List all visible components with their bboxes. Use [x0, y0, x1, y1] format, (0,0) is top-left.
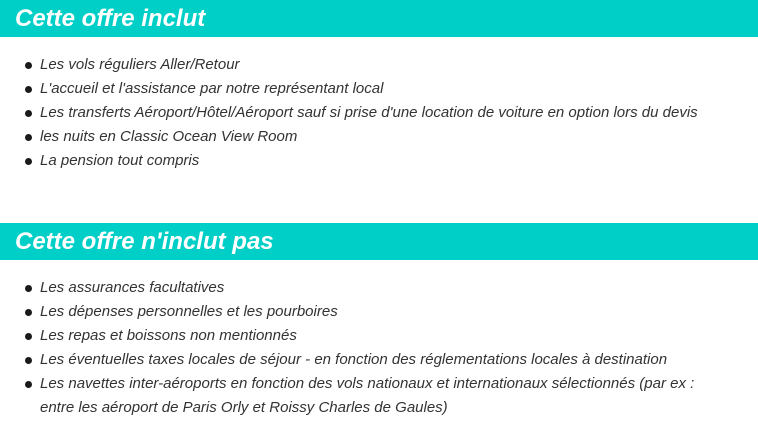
list-item: [0, 53, 758, 77]
list-item: [0, 149, 758, 173]
list-item-text: Les repas et boissons non mentionnés: [40, 327, 297, 344]
bullet-icon: [25, 134, 32, 141]
list-item: [0, 125, 758, 149]
list-item: [0, 372, 758, 420]
list-item-text: La pension tout compris: [40, 152, 200, 169]
list-item: [0, 348, 758, 372]
section-title-excluded: Cette offre n'inclut pas: [15, 228, 274, 255]
list-item-text: Les dépenses personnelles et les pourboires: [40, 303, 338, 320]
included-list: [0, 53, 758, 173]
bullet-icon: [25, 62, 32, 69]
list-item: [0, 101, 758, 125]
bullet-icon: [25, 333, 32, 340]
bullet-icon: [25, 357, 32, 364]
list-item: [0, 276, 758, 300]
bullet-icon: [25, 110, 32, 117]
section-header-included: [0, 0, 758, 37]
list-item-text: Les éventuelles taxes locales de séjour - en fonction des réglementations locales à destination: [40, 351, 668, 368]
excluded-list: [0, 276, 758, 420]
bullet-icon: [25, 309, 32, 316]
list-item-text: Les vols réguliers Aller/Retour: [40, 56, 240, 73]
section-title-included: Cette offre inclut: [15, 5, 206, 32]
list-item-text: les nuits en Classic Ocean View Room: [40, 128, 298, 145]
list-item-text: Les assurances facultatives: [40, 279, 225, 296]
bullet-icon: [25, 285, 32, 292]
list-item-text: L'accueil et l'assistance par notre représentant local: [40, 80, 384, 97]
list-item: [0, 324, 758, 348]
list-item: [0, 77, 758, 101]
bullet-icon: [25, 381, 32, 388]
list-item-text: Les transferts Aéroport/Hôtel/Aéroport sauf si prise d'une location de voiture en option lors du devis: [40, 104, 698, 121]
list-item: [0, 300, 758, 324]
bullet-icon: [25, 158, 32, 165]
section-header-excluded: [0, 223, 758, 260]
bullet-icon: [25, 86, 32, 93]
list-item-text: Les navettes inter-aéroports en fonction des vols nationaux et internationaux sélectionnés (par ex : entre les aéroport de Paris Orly et Roissy Charles de Gaules): [40, 375, 695, 416]
